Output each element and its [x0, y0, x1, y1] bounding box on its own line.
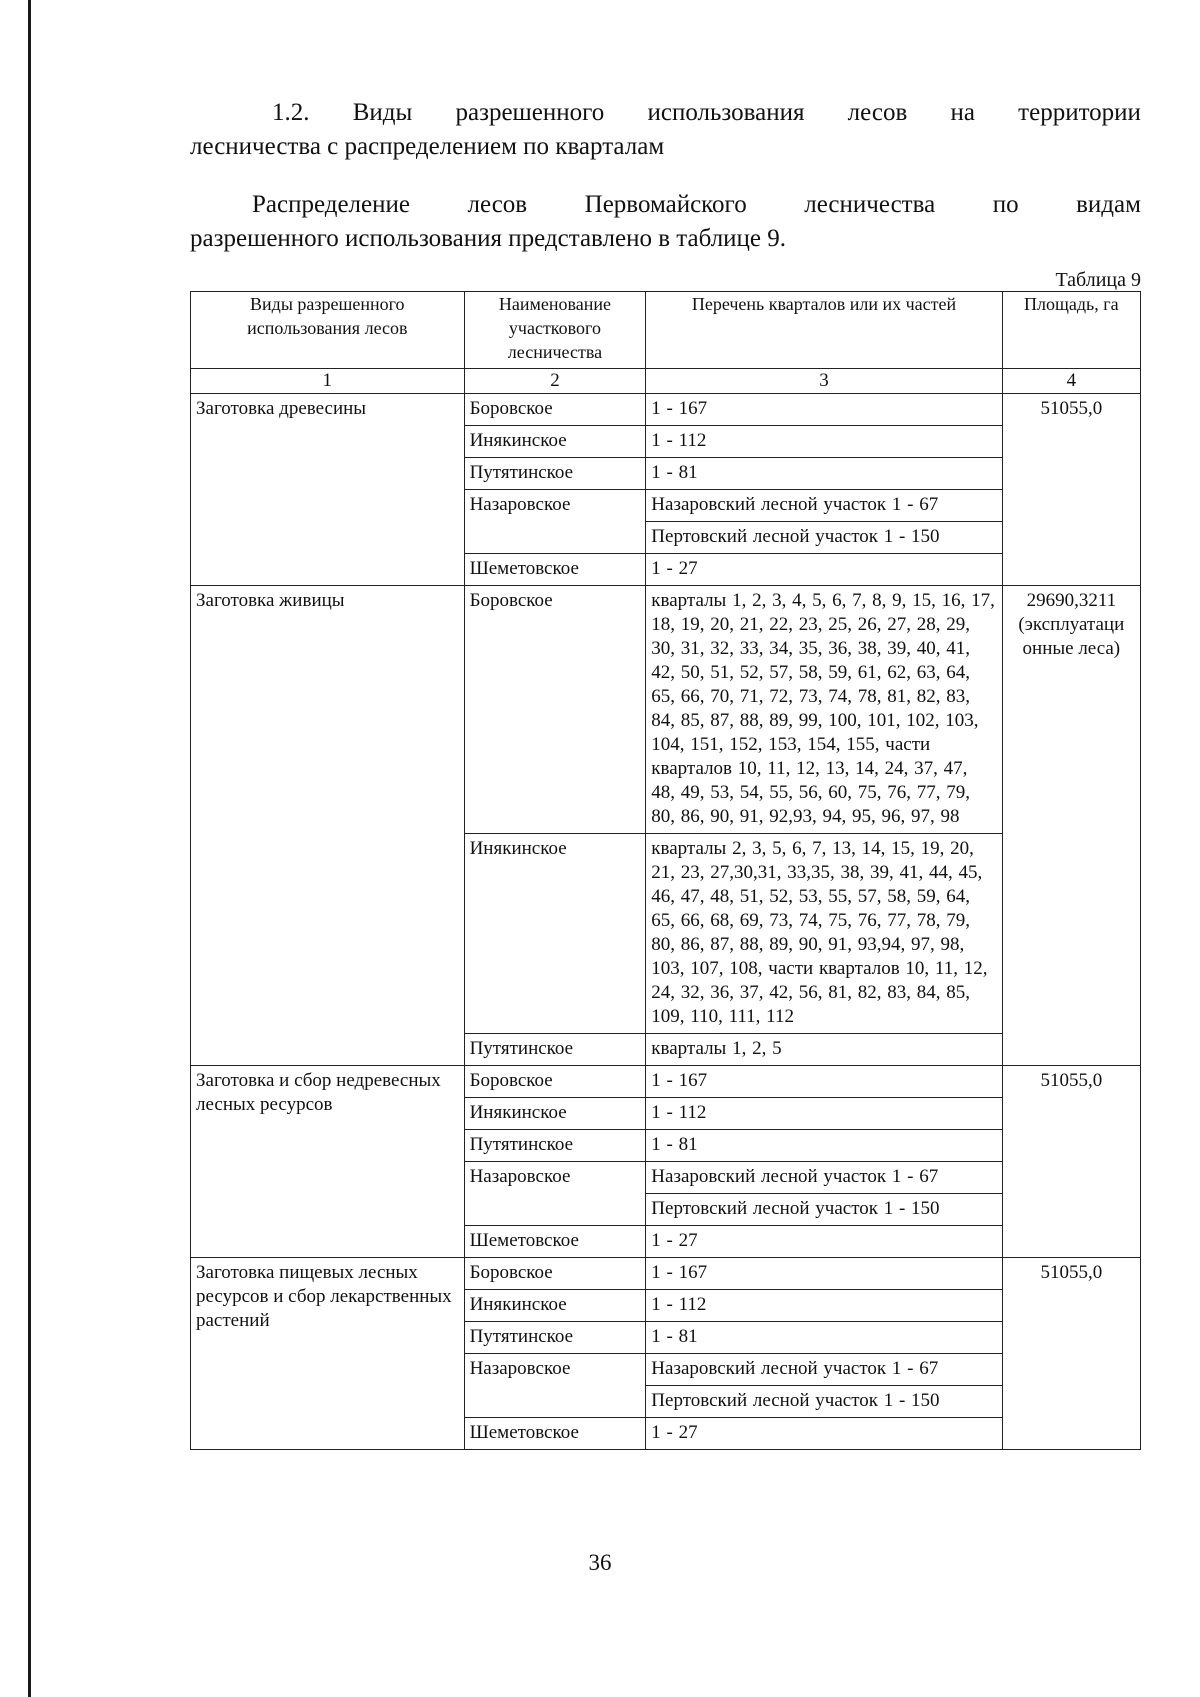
heading-line-1 — [190, 96, 1141, 130]
quarters-cell: Назаровский лесной участок 1 - 67 — [646, 1354, 1002, 1386]
column-number: 3 — [646, 369, 1002, 394]
forestry-cell: Путятинское — [464, 1322, 646, 1354]
para-word: лесничества — [804, 191, 936, 218]
para-word: видам — [1076, 191, 1141, 218]
quarters-cell: 1 - 27 — [646, 1226, 1002, 1258]
heading-word: на — [950, 99, 975, 126]
forestry-cell: Путятинское — [464, 1130, 646, 1162]
table-row — [191, 1258, 1141, 1290]
forestry-cell: Инякинское — [464, 426, 646, 458]
para-line-1 — [190, 188, 1141, 222]
quarters-cell: Пертовский лесной участок 1 - 150 — [646, 522, 1002, 554]
quarters-cell: Пертовский лесной участок 1 - 150 — [646, 1386, 1002, 1418]
column-number: 4 — [1002, 369, 1140, 394]
header-row — [191, 292, 1141, 369]
para-word: по — [992, 191, 1019, 218]
use-kind-cell: Заготовка и сбор недревесных лесных ресурсов — [191, 1066, 465, 1258]
table-body — [191, 394, 1141, 1450]
forestry-cell: Шеметовское — [464, 1418, 646, 1450]
header-cell: Перечень кварталов или их частей — [646, 292, 1002, 369]
page-number: 36 — [588, 1550, 612, 1575]
heading-line-2: лесничества с распределением по кварталам — [190, 133, 665, 160]
quarters-cell: Назаровский лесной участок 1 - 67 — [646, 490, 1002, 522]
forestry-cell: Шеметовское — [464, 554, 646, 586]
quarters-cell: 1 - 27 — [646, 1418, 1002, 1450]
heading-word: Виды — [352, 99, 413, 126]
heading-word: лесов — [847, 99, 908, 126]
use-kind-cell: Заготовка пищевых лесных ресурсов и сбор лекарственных растений — [191, 1258, 465, 1450]
quarters-cell: 1 - 112 — [646, 1290, 1002, 1322]
table-caption: Таблица 9 — [1055, 269, 1141, 291]
quarters-cell: кварталы 2, 3, 5, 6, 7, 13, 14, 15, 19, 20, 21, 23, 27,30,31, 33,35, 38, 39, 41, 44, 45, 46, 47, 48, 51, 52, 53, 55, 57, 58, 59, 64, 65, 66, 68, 69, 73, 74, 75, 76, 77, 78, 79, 80, 86, 87, 88, 89, 90, 91, 93,94, 97, 98, 103, 107, 108, части кварталов 10, 11, 12, 24, 32, 36, 37, 42, 56, 81, 82, 83, 84, 85, 109, 110, 111, 112 — [646, 834, 1002, 1034]
forestry-cell: Боровское — [464, 1066, 646, 1098]
quarters-cell: Назаровский лесной участок 1 - 67 — [646, 1162, 1002, 1194]
section-heading — [190, 96, 1141, 164]
forestry-cell: Боровское — [464, 1258, 646, 1290]
use-kind-cell: Заготовка живицы — [191, 586, 465, 1066]
table-row — [191, 1066, 1141, 1098]
forestry-cell: Назаровское — [464, 490, 646, 554]
forestry-cell: Путятинское — [464, 458, 646, 490]
forestry-cell: Назаровское — [464, 1162, 646, 1226]
header-cell: Наименование участкового лесничества — [464, 292, 646, 369]
forestry-cell: Инякинское — [464, 834, 646, 1034]
column-number-row — [191, 369, 1141, 394]
quarters-cell: 1 - 167 — [646, 394, 1002, 426]
column-number: 1 — [191, 369, 465, 394]
quarters-cell: кварталы 1, 2, 3, 4, 5, 6, 7, 8, 9, 15, 16, 17, 18, 19, 20, 21, 22, 23, 25, 26, 27, 28, 29, 30, 31, 32, 33, 34, 35, 36, 38, 39, 40, 41, 42, 50, 51, 52, 57, 58, 59, 61, 62, 63, 64, 65, 66, 70, 71, 72, 73, 74, 78, 81, 82, 83, 84, 85, 87, 88, 89, 99, 100, 101, 102, 103, 104, 151, 152, 153, 154, 155, части кварталов 10, 11, 12, 13, 14, 24, 37, 47, 48, 49, 53, 54, 55, 56, 60, 75, 76, 77, 79, 80, 86, 90, 91, 92,93, 94, 95, 96, 97, 98 — [646, 586, 1002, 834]
forestry-cell: Инякинское — [464, 1098, 646, 1130]
para-word: Распределение — [252, 191, 410, 218]
forestry-cell: Назаровское — [464, 1354, 646, 1418]
quarters-cell: Пертовский лесной участок 1 - 150 — [646, 1194, 1002, 1226]
column-number: 2 — [464, 369, 646, 394]
quarters-cell: 1 - 27 — [646, 554, 1002, 586]
document-page — [190, 96, 1141, 1450]
quarters-cell: 1 - 167 — [646, 1066, 1002, 1098]
heading-word: 1.2. — [272, 99, 310, 126]
use-kind-cell: Заготовка древесины — [191, 394, 465, 586]
para-word: лесов — [467, 191, 528, 218]
forestry-cell: Путятинское — [464, 1034, 646, 1066]
quarters-cell: 1 - 81 — [646, 1130, 1002, 1162]
area-cell: 29690,3211 (эксплуатаци онные леса) — [1002, 586, 1140, 1066]
quarters-cell: 1 - 167 — [646, 1258, 1002, 1290]
forestry-cell: Боровское — [464, 394, 646, 426]
forestry-cell: Боровское — [464, 586, 646, 834]
intro-paragraph — [190, 188, 1141, 256]
para-line-2: разрешенного использования представлено в таблице 9. — [190, 225, 787, 252]
header-cell: Виды разрешенного использования лесов — [191, 292, 465, 369]
table-row — [191, 394, 1141, 426]
quarters-cell: 1 - 112 — [646, 1098, 1002, 1130]
quarters-cell: 1 - 81 — [646, 1322, 1002, 1354]
header-cell: Площадь, га — [1002, 292, 1140, 369]
quarters-cell: 1 - 81 — [646, 458, 1002, 490]
area-cell: 51055,0 — [1002, 1066, 1140, 1258]
area-cell: 51055,0 — [1002, 1258, 1140, 1450]
quarters-cell: кварталы 1, 2, 5 — [646, 1034, 1002, 1066]
forest-use-table — [190, 291, 1141, 1450]
table-row — [191, 586, 1141, 834]
forestry-cell: Шеметовское — [464, 1226, 646, 1258]
scan-edge-line — [28, 0, 31, 1697]
forestry-cell: Инякинское — [464, 1290, 646, 1322]
heading-word: территории — [1018, 99, 1141, 126]
para-word: Первомайского — [584, 191, 747, 218]
quarters-cell: 1 - 112 — [646, 426, 1002, 458]
heading-word: разрешенного — [455, 99, 605, 126]
area-cell: 51055,0 — [1002, 394, 1140, 586]
heading-word: использования — [647, 99, 805, 126]
